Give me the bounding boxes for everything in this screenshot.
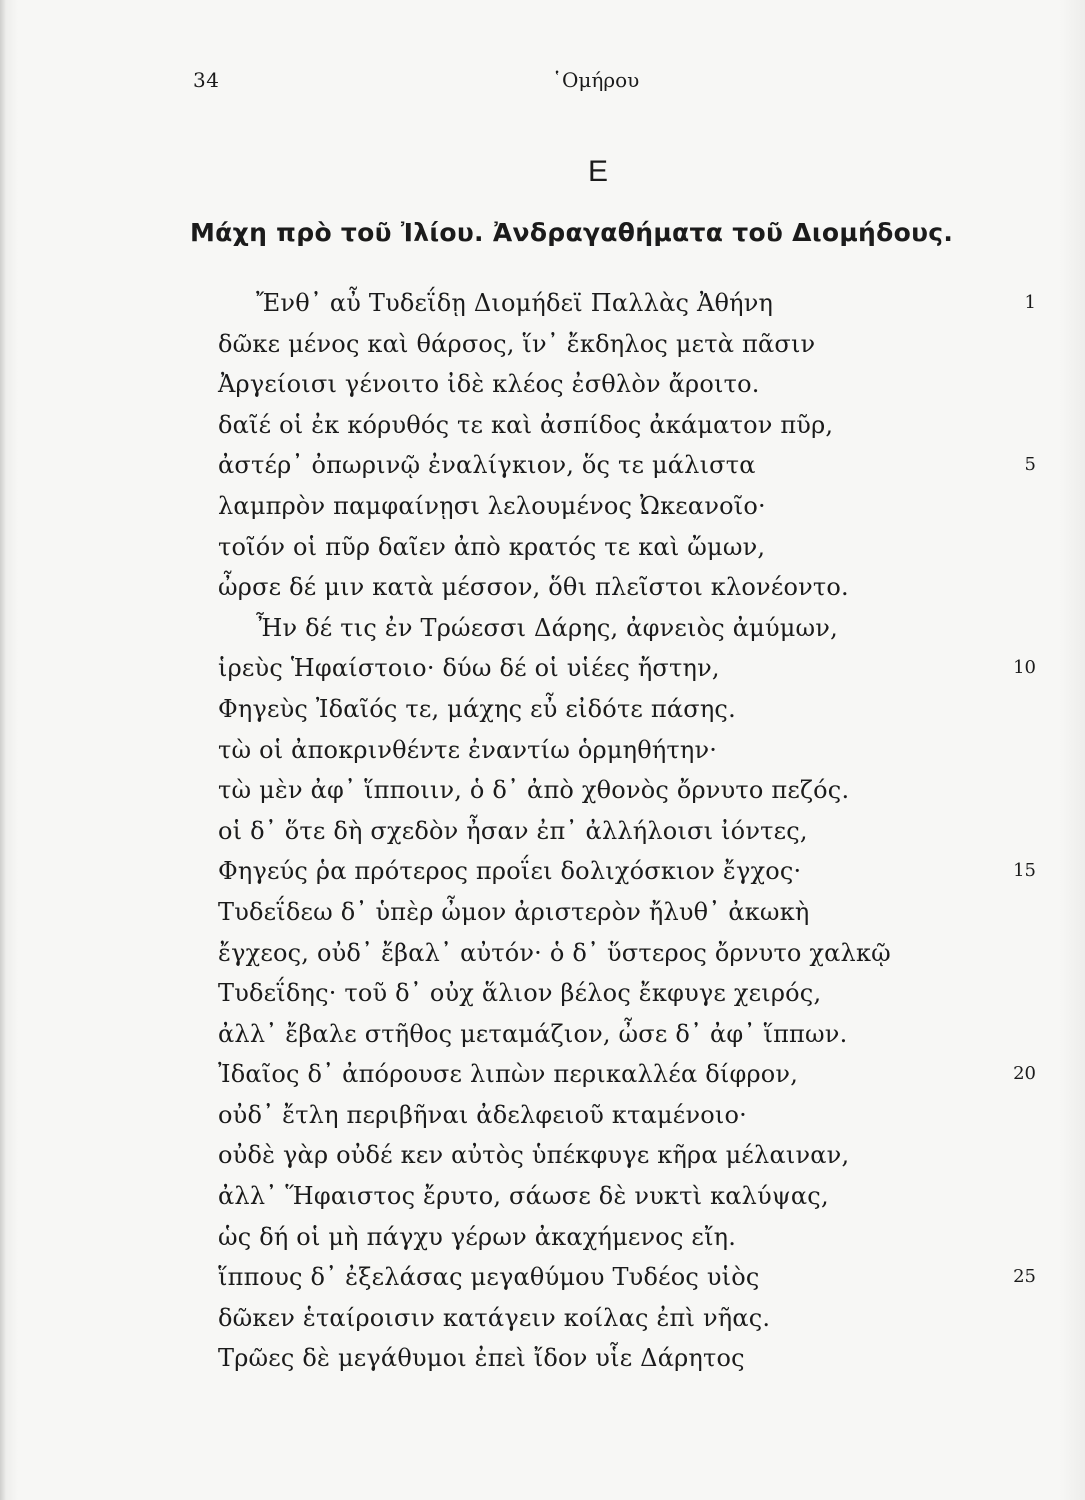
book-letter: Ε <box>588 155 609 188</box>
verse-line <box>0 1257 1085 1298</box>
verse-line <box>0 1014 1085 1055</box>
verse-text: τὼ οἱ ἀποκρινθέντε ἐναντίω ὁρμηθήτην· <box>218 735 718 764</box>
chapter-title: Μάχη πρὸ τοῦ Ἰλίου. Ἀνδραγαθήματα τοῦ Διομήδους. <box>190 218 954 247</box>
verse-text: δαῖέ οἱ ἐκ κόρυθός τε καὶ ἀσπίδος ἀκάματον πῦρ, <box>218 410 834 439</box>
verse-text: ἀλλ᾽ Ἥφαιστος ἔρυτο, σάωσε δὲ νυκτὶ καλύψας, <box>218 1182 829 1211</box>
verse-text: Τρῶες δὲ μεγάθυμοι ἐπεὶ ἴδον υἷε Δάρητος <box>218 1344 745 1373</box>
verse-line <box>0 608 1085 649</box>
line-number: 10 <box>1013 657 1036 679</box>
verse-line <box>0 933 1085 974</box>
verse-line <box>0 770 1085 811</box>
verse-line <box>0 1095 1085 1136</box>
verse-text: λαμπρὸν παμφαίνῃσι λελουμένος Ὠκεανοῖο· <box>218 491 766 520</box>
verse-line <box>0 486 1085 527</box>
verse-line <box>0 567 1085 608</box>
verse-text: ἵππους δ᾽ ἐξελάσας μεγαθύμου Τυδέος υἱὸς <box>218 1263 760 1292</box>
verse-text: ἀστέρ᾽ ὀπωρινῷ ἐναλίγκιον, ὅς τε μάλιστα <box>218 451 756 480</box>
verse-text: δῶκε μένος καὶ θάρσος, ἵν᾽ ἔκδηλος μετὰ πᾶσιν <box>218 329 816 358</box>
line-number: 20 <box>1013 1063 1036 1085</box>
verse-text: ἔγχεος, οὐδ᾽ ἔβαλ᾽ αὐτόν· ὁ δ᾽ ὕστερος ὄρνυτο χαλκῷ <box>218 938 891 967</box>
verse-text: Ἰδαῖος δ᾽ ἀπόρουσε λιπὼν περικαλλέα δίφρον, <box>218 1060 799 1089</box>
verse-text: Φηγεὺς Ἰδαῖός τε, μάχης εὖ εἰδότε πάσης. <box>218 694 736 723</box>
verse-text: Τυδεΐδης· τοῦ δ᾽ οὐχ ἅλιον βέλος ἔκφυγε χειρός, <box>218 979 822 1008</box>
verse-line <box>0 730 1085 771</box>
verse-text: οἱ δ᾽ ὅτε δὴ σχεδὸν ἦσαν ἐπ᾽ ἀλλήλοισι ἰόντες, <box>218 816 808 845</box>
verse-text: ὡς δή οἱ μὴ πάγχυ γέρων ἀκαχήμενος εἴη. <box>218 1222 737 1251</box>
verse-line <box>0 1217 1085 1258</box>
verse-line <box>0 811 1085 852</box>
verse-line <box>0 527 1085 568</box>
verse-line <box>0 648 1085 689</box>
verse-text: οὐδὲ γὰρ οὐδέ κεν αὐτὸς ὑπέκφυγε κῆρα μέλαιναν, <box>218 1141 850 1170</box>
verse-line <box>0 364 1085 405</box>
verse-line <box>0 1176 1085 1217</box>
page-number: 34 <box>193 68 220 92</box>
verse-line <box>0 1054 1085 1095</box>
verse-line <box>0 1298 1085 1339</box>
verse-line <box>0 405 1085 446</box>
verse-text: Ἦν δέ τις ἐν Τρώεσσι Δάρης, ἀφνειὸς ἀμύμων, <box>256 613 838 642</box>
verse-text: τοῖόν οἱ πῦρ δαῖεν ἀπὸ κρατός τε καὶ ὤμων, <box>218 532 766 561</box>
line-number: 1 <box>1024 292 1036 313</box>
verse-text: δῶκεν ἑταίροισιν κατάγειν κοίλας ἐπὶ νῆας. <box>218 1303 771 1332</box>
verse-text: οὐδ᾽ ἔτλη περιβῆναι ἀδελφειοῦ κταμένοιο· <box>218 1100 747 1129</box>
verse-text: Φηγεύς ῥα πρότερος προΐει δολιχόσκιον ἔγχος· <box>218 857 802 886</box>
running-head: ῾Ομήρου <box>552 68 640 92</box>
verse-line <box>0 1338 1085 1379</box>
verse-block <box>0 283 1085 1379</box>
verse-line <box>0 851 1085 892</box>
verse-text: Ἔνθ᾽ αὖ Τυδεΐδῃ Διομήδεϊ Παλλὰς Ἀθήνη <box>256 289 774 317</box>
verse-line <box>0 892 1085 933</box>
verse-line <box>0 689 1085 730</box>
line-number: 25 <box>1013 1266 1036 1288</box>
verse-line <box>0 445 1085 486</box>
verse-text: τὼ μὲν ἀφ᾽ ἵπποιιν, ὁ δ᾽ ἀπὸ χθονὸς ὄρνυτο πεζός. <box>218 776 850 805</box>
verse-text: ἱρεὺς Ἡφαίστοιο· δύω δέ οἱ υἱέες ἤστην, <box>218 654 720 683</box>
verse-text: ὦρσε δέ μιν κατὰ μέσσον, ὅθι πλεῖστοι κλονέοντο. <box>218 573 849 602</box>
verse-line <box>0 973 1085 1014</box>
verse-text: Ἀργείοισι γένοιτο ἰδὲ κλέος ἐσθλὸν ἄροιτο. <box>218 370 760 399</box>
verse-line <box>0 1135 1085 1176</box>
verse-text: ἀλλ᾽ ἔβαλε στῆθος μεταμάζιον, ὦσε δ᾽ ἀφ᾽ ἵππων. <box>218 1019 848 1048</box>
verse-line <box>0 324 1085 365</box>
verse-text: Τυδεΐδεω δ᾽ ὑπὲρ ὦμον ἀριστερὸν ἤλυθ᾽ ἀκωκὴ <box>218 897 810 926</box>
line-number: 15 <box>1013 860 1036 882</box>
line-number: 5 <box>1024 454 1036 476</box>
verse-line <box>0 283 1085 324</box>
